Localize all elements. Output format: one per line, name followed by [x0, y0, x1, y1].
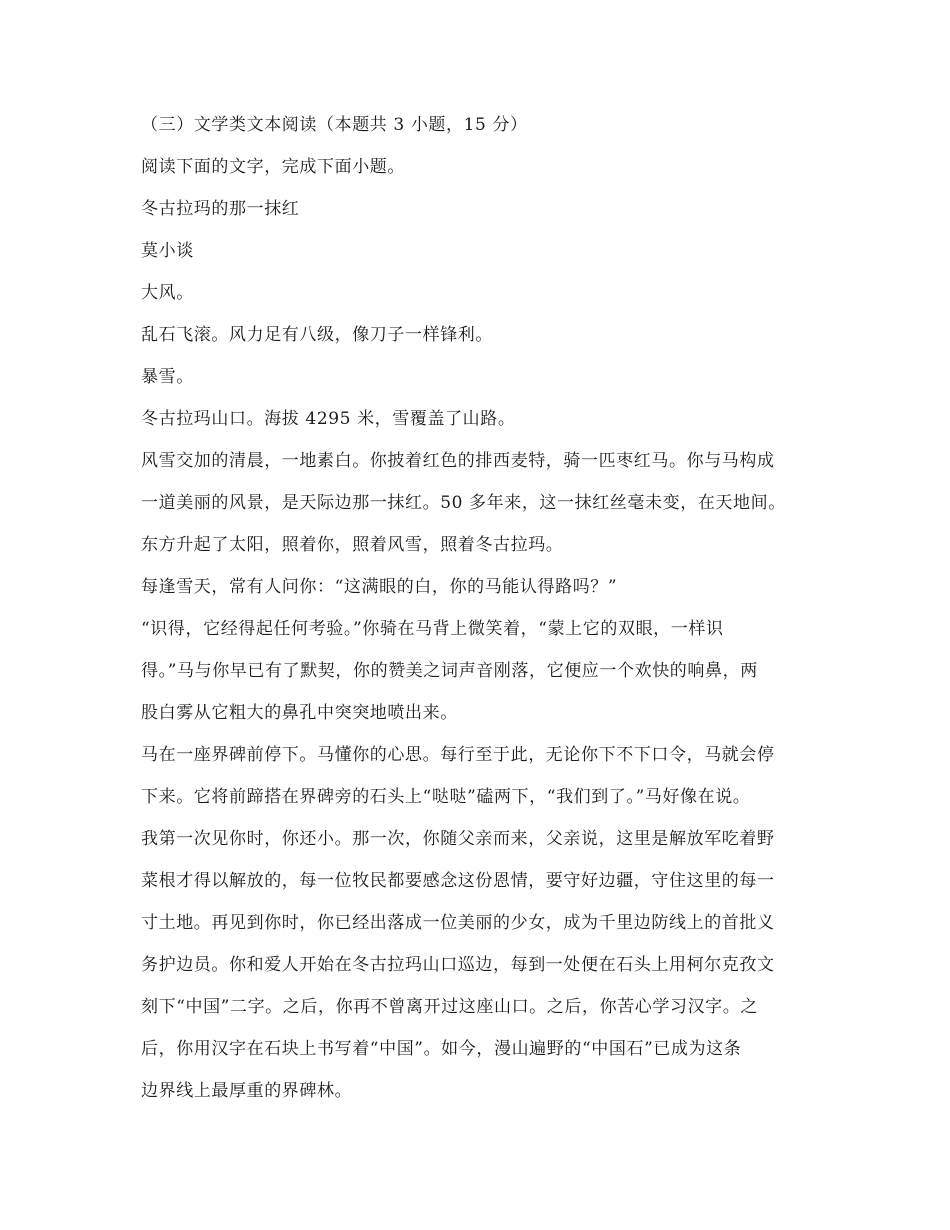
- text-line: 刻下“中国”二字。之后，你再不曾离开过这座山口。之后，你苦心学习汉字。之: [141, 997, 758, 1017]
- text-line: 股白雾从它粗大的鼻孔中突突地喷出来。: [141, 703, 458, 723]
- text-line: 风雪交加的清晨，一地素白。你披着红色的排西麦特，骑一匹枣红马。你与马构成: [141, 451, 775, 471]
- text-line: 寸土地。再见到你时，你已经出落成一位美丽的少女，成为千里边防线上的首批义: [141, 913, 775, 933]
- text-line: 马在一座界碑前停下。马懂你的心思。每行至于此，无论你下不下口令，马就会停: [141, 745, 775, 765]
- text-line: 一道美丽的风景，是天际边那一抹红。50 多年来，这一抹红丝毫未变，在天地间。: [141, 493, 786, 513]
- text-line: 每逢雪天，常有人问你：“这满眼的白，你的马能认得路吗？”: [141, 577, 618, 597]
- text-line: 得。”马与你早已有了默契，你的赞美之词声音刚落，它便应一个欢快的响鼻，两: [141, 661, 758, 681]
- instruction-text: 阅读下面的文字，完成下面小题。: [141, 157, 405, 177]
- text-line: 大风。: [141, 283, 194, 303]
- text-line: “识得，它经得起任何考验。”你骑在马背上微笑着，“蒙上它的双眼，一样识: [141, 619, 724, 639]
- text-line: 我第一次见你时，你还小。那一次，你随父亲而来，父亲说，这里是解放军吃着野: [141, 829, 775, 849]
- document-body: [141, 104, 821, 1112]
- text-line: 下来。它将前蹄搭在界碑旁的石头上“哒哒”磕两下，“我们到了。”马好像在说。: [141, 787, 751, 807]
- article-author: 莫小谈: [141, 241, 194, 261]
- text-line: 边界线上最厚重的界碑林。: [141, 1081, 353, 1101]
- article-title: 冬古拉玛的那一抹红: [141, 199, 300, 219]
- text-line: 菜根才得以解放的，每一位牧民都要感念这份恩情，要守好边疆，守住这里的每一: [141, 871, 775, 891]
- text-line: 乱石飞滚。风力足有八级，像刀子一样锋利。: [141, 325, 493, 345]
- text-line: 东方升起了太阳，照着你，照着风雪，照着冬古拉玛。: [141, 535, 564, 555]
- section-header: （三）文学类文本阅读（本题共 3 小题，15 分）: [141, 115, 528, 135]
- text-line: 后，你用汉字在石块上书写着“中国”。如今，漫山遍野的“中国石”已成为这条: [141, 1039, 742, 1059]
- text-line: 暴雪。: [141, 367, 194, 387]
- text-line: 务护边员。你和爱人开始在冬古拉玛山口巡边，每到一处便在石头上用柯尔克孜文: [141, 955, 775, 975]
- text-line: 冬古拉玛山口。海拔 4295 米，雪覆盖了山路。: [141, 409, 516, 429]
